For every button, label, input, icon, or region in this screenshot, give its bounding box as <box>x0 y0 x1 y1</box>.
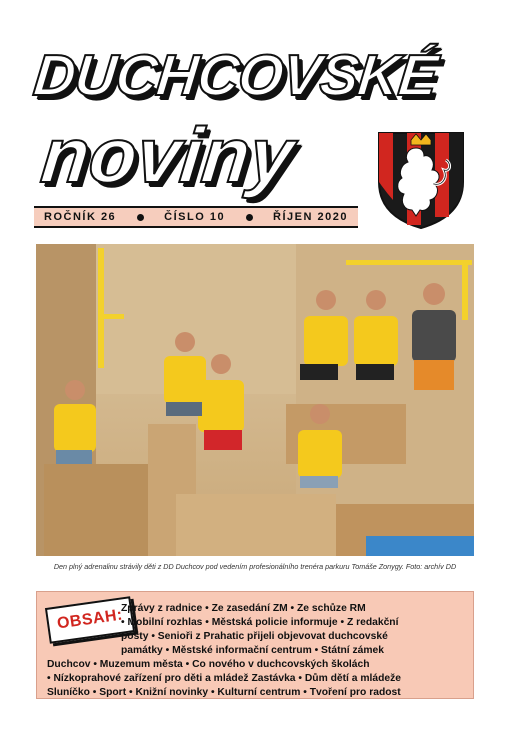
separator-dot <box>137 214 144 221</box>
photo-caption: Den plný adrenalinu strávily děti z DD Duchcov pod vedením profesionálního trenéra parkuru Tomáše Zonygy. Foto: archív DD <box>53 562 457 571</box>
contents-line: • Mobilní rozhlas • Městská policie informuje • Z redakční <box>121 617 399 628</box>
coat-of-arms-icon <box>376 130 466 230</box>
contents-line: pošty • Senioři z Prahatic přijeli objevovat duchcovské <box>121 631 388 642</box>
cover-photo-illustration <box>36 244 474 556</box>
title-line-2: noviny <box>37 111 298 199</box>
separator-dot <box>246 214 253 221</box>
contents-line: Zprávy z radnice • Ze zasedání ZM • Ze schůze RM <box>121 603 366 614</box>
cover-photo <box>36 244 474 556</box>
contents-line: Sluníčko • Sport • Knižní novinky • Kulturní centrum • Tvoření pro radost <box>47 687 401 698</box>
contents-line: památky • Městské informační centrum • Státní zámek <box>121 645 385 656</box>
title-line-1: DUCHCOVSKÉ <box>30 43 440 108</box>
date-label: ŘÍJEN 2020 <box>273 211 348 223</box>
contents-label: OBSAH: <box>45 596 135 644</box>
issue-bar <box>34 206 358 228</box>
contents-line: Duchcov • Muzemum města • Co nového v duchcovských školách <box>47 659 370 670</box>
volume-label: ROČNÍK 26 <box>44 211 117 223</box>
contents-line: • Nízkoprahové zařízení pro děti a mládež Zastávka • Dům dětí a mládeže <box>47 673 401 684</box>
issue-label: ČÍSLO 10 <box>164 211 226 223</box>
contents-box <box>36 591 474 699</box>
